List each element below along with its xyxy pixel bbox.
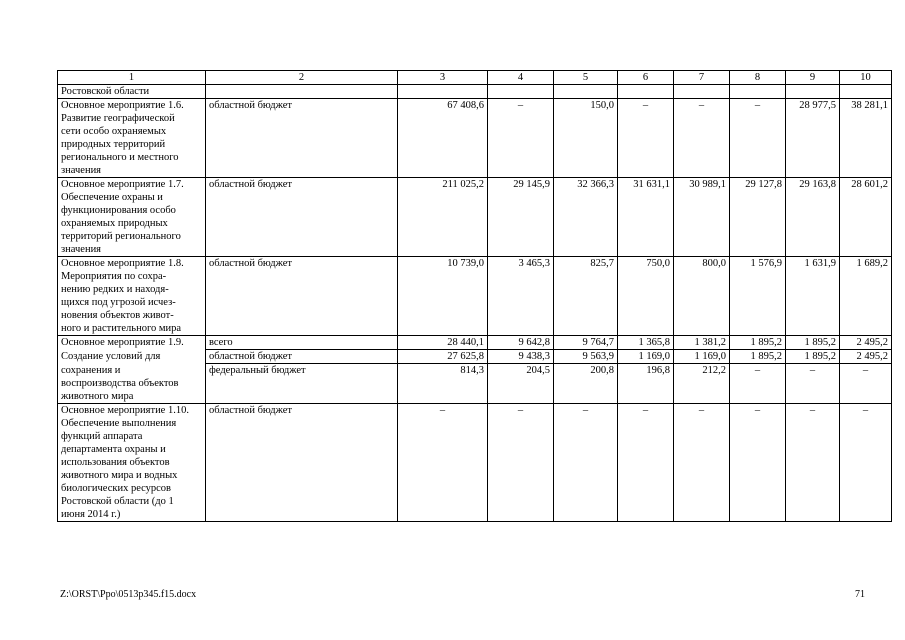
description-line: животного мира и водных bbox=[61, 469, 178, 481]
header-cell: 1 bbox=[58, 71, 206, 85]
header-cell: 4 bbox=[488, 71, 554, 85]
description-line: сохранения и bbox=[61, 364, 121, 376]
value-cell: 9 764,7 bbox=[554, 336, 618, 350]
description-line: природных территорий bbox=[61, 139, 166, 150]
value-cell: 825,7 bbox=[554, 257, 618, 336]
value-cell: – bbox=[488, 99, 554, 178]
value-cell: 1 895,2 bbox=[730, 336, 786, 350]
value-cell: 28 440,1 bbox=[398, 336, 488, 350]
header-cell: 2 bbox=[206, 71, 398, 85]
description-line: территорий регионального bbox=[61, 231, 181, 242]
value-cell: 200,8 bbox=[554, 364, 618, 404]
value-cell: 28 977,5 bbox=[786, 99, 840, 178]
region-label: Ростовской области bbox=[58, 85, 206, 99]
description-line: Обеспечение охраны и bbox=[61, 192, 163, 203]
value-cell: 9 438,3 bbox=[488, 350, 554, 364]
funding-source: областной бюджет bbox=[206, 257, 398, 336]
description-line: Основное мероприятие 1.10. bbox=[61, 404, 189, 416]
empty-cell bbox=[786, 85, 840, 99]
description-line: значения bbox=[61, 165, 102, 176]
value-cell: – bbox=[674, 99, 730, 178]
table-row bbox=[58, 336, 892, 350]
empty-cell bbox=[554, 85, 618, 99]
description-line: Основное мероприятие 1.8. bbox=[61, 258, 184, 269]
description-line: департамента охраны и bbox=[61, 443, 166, 455]
description-line: Обеспечение выполнения bbox=[61, 417, 177, 429]
value-cell: 2 495,2 bbox=[840, 350, 892, 364]
value-cell: 2 495,2 bbox=[840, 336, 892, 350]
value-cell: 38 281,1 bbox=[840, 99, 892, 178]
value-cell: – bbox=[618, 99, 674, 178]
value-cell: – bbox=[730, 403, 786, 521]
description-line: биологических ресурсов bbox=[61, 482, 172, 494]
header-cell: 5 bbox=[554, 71, 618, 85]
value-cell: – bbox=[840, 403, 892, 521]
value-cell: 32 366,3 bbox=[554, 178, 618, 257]
value-cell: 800,0 bbox=[674, 257, 730, 336]
value-cell: 814,3 bbox=[398, 364, 488, 404]
table-row bbox=[58, 99, 892, 178]
value-cell: – bbox=[730, 99, 786, 178]
measure-description bbox=[58, 350, 206, 364]
table-row bbox=[58, 257, 892, 336]
description-line: нению редких и находя- bbox=[61, 284, 169, 295]
value-cell: 196,8 bbox=[618, 364, 674, 404]
value-cell: 28 601,2 bbox=[840, 178, 892, 257]
value-cell: 3 465,3 bbox=[488, 257, 554, 336]
description-line: Развитие географической bbox=[61, 113, 175, 124]
header-cell: 6 bbox=[618, 71, 674, 85]
value-cell: 29 145,9 bbox=[488, 178, 554, 257]
value-cell: – bbox=[674, 403, 730, 521]
region-row bbox=[58, 85, 892, 99]
empty-cell bbox=[840, 85, 892, 99]
budget-table bbox=[57, 70, 892, 522]
description-line: сети особо охраняемых bbox=[61, 126, 167, 137]
value-cell: 29 127,8 bbox=[730, 178, 786, 257]
measure-description bbox=[58, 403, 206, 521]
description-line: воспроизводства объектов bbox=[61, 377, 179, 389]
description-line: новения объектов живот- bbox=[61, 310, 174, 321]
funding-source: областной бюджет bbox=[206, 403, 398, 521]
empty-cell bbox=[206, 85, 398, 99]
description-line: функций аппарата bbox=[61, 430, 143, 442]
value-cell: 150,0 bbox=[554, 99, 618, 178]
description-line: животного мира bbox=[61, 390, 134, 402]
measure-description bbox=[58, 99, 206, 178]
value-cell: 9 642,8 bbox=[488, 336, 554, 350]
description-line: регионального и местного bbox=[61, 152, 179, 163]
description-line: функционирования особо bbox=[61, 205, 176, 216]
value-cell: 10 739,0 bbox=[398, 257, 488, 336]
description-line: Основное мероприятие 1.6. bbox=[61, 100, 184, 111]
value-cell: – bbox=[398, 403, 488, 521]
footer-file-path: Z:\ORST\Ppo\0513p345.f15.docx bbox=[60, 589, 197, 600]
value-cell: 1 169,0 bbox=[674, 350, 730, 364]
value-cell: – bbox=[554, 403, 618, 521]
description-line: Основное мероприятие 1.9. bbox=[61, 337, 184, 348]
value-cell: 750,0 bbox=[618, 257, 674, 336]
description-line: Ростовской области (до 1 bbox=[61, 495, 174, 507]
table-row bbox=[58, 403, 892, 521]
value-cell: 1 689,2 bbox=[840, 257, 892, 336]
value-cell: 1 365,8 bbox=[618, 336, 674, 350]
description-line: щихся под угрозой исчез- bbox=[61, 297, 176, 308]
value-cell: 1 895,2 bbox=[786, 336, 840, 350]
description-line: Мероприятия по сохра- bbox=[61, 271, 167, 282]
header-cell: 7 bbox=[674, 71, 730, 85]
value-cell: 30 989,1 bbox=[674, 178, 730, 257]
header-cell: 10 bbox=[840, 71, 892, 85]
value-cell: 67 408,6 bbox=[398, 99, 488, 178]
value-cell: 27 625,8 bbox=[398, 350, 488, 364]
description-line: ного и растительного мира bbox=[61, 323, 182, 334]
value-cell: – bbox=[730, 364, 786, 404]
value-cell: 1 381,2 bbox=[674, 336, 730, 350]
funding-source: всего bbox=[206, 336, 398, 350]
value-cell: – bbox=[840, 364, 892, 404]
value-cell: 212,2 bbox=[674, 364, 730, 404]
empty-cell bbox=[618, 85, 674, 99]
value-cell: 1 895,2 bbox=[786, 350, 840, 364]
funding-source: областной бюджет bbox=[206, 178, 398, 257]
value-cell: 1 895,2 bbox=[730, 350, 786, 364]
value-cell: 29 163,8 bbox=[786, 178, 840, 257]
value-cell: 1 631,9 bbox=[786, 257, 840, 336]
value-cell: – bbox=[786, 403, 840, 521]
table-row bbox=[58, 178, 892, 257]
header-row bbox=[58, 71, 892, 85]
measure-description bbox=[58, 364, 206, 404]
funding-source: федеральный бюджет bbox=[206, 364, 398, 404]
description-line: июня 2014 г.) bbox=[61, 508, 121, 520]
header-cell: 3 bbox=[398, 71, 488, 85]
value-cell: – bbox=[786, 364, 840, 404]
value-cell: 1 576,9 bbox=[730, 257, 786, 336]
header-cell: 8 bbox=[730, 71, 786, 85]
value-cell: – bbox=[488, 403, 554, 521]
value-cell: – bbox=[618, 403, 674, 521]
description-line: использования объектов bbox=[61, 456, 170, 468]
header-cell: 9 bbox=[786, 71, 840, 85]
description-line: охраняемых природных bbox=[61, 218, 168, 229]
table-row bbox=[58, 364, 892, 404]
measure-description bbox=[58, 336, 206, 350]
value-cell: 1 169,0 bbox=[618, 350, 674, 364]
value-cell: 211 025,2 bbox=[398, 178, 488, 257]
empty-cell bbox=[488, 85, 554, 99]
empty-cell bbox=[398, 85, 488, 99]
table-row bbox=[58, 350, 892, 364]
description-line: значения bbox=[61, 244, 102, 255]
funding-source: областной бюджет bbox=[206, 99, 398, 178]
empty-cell bbox=[674, 85, 730, 99]
measure-description bbox=[58, 257, 206, 336]
description-line: Основное мероприятие 1.7. bbox=[61, 179, 184, 190]
value-cell: 31 631,1 bbox=[618, 178, 674, 257]
footer-page-number: 71 bbox=[855, 589, 865, 600]
funding-source: областной бюджет bbox=[206, 350, 398, 364]
value-cell: 9 563,9 bbox=[554, 350, 618, 364]
empty-cell bbox=[730, 85, 786, 99]
description-line: Создание условий для bbox=[61, 350, 161, 362]
value-cell: 204,5 bbox=[488, 364, 554, 404]
measure-description bbox=[58, 178, 206, 257]
